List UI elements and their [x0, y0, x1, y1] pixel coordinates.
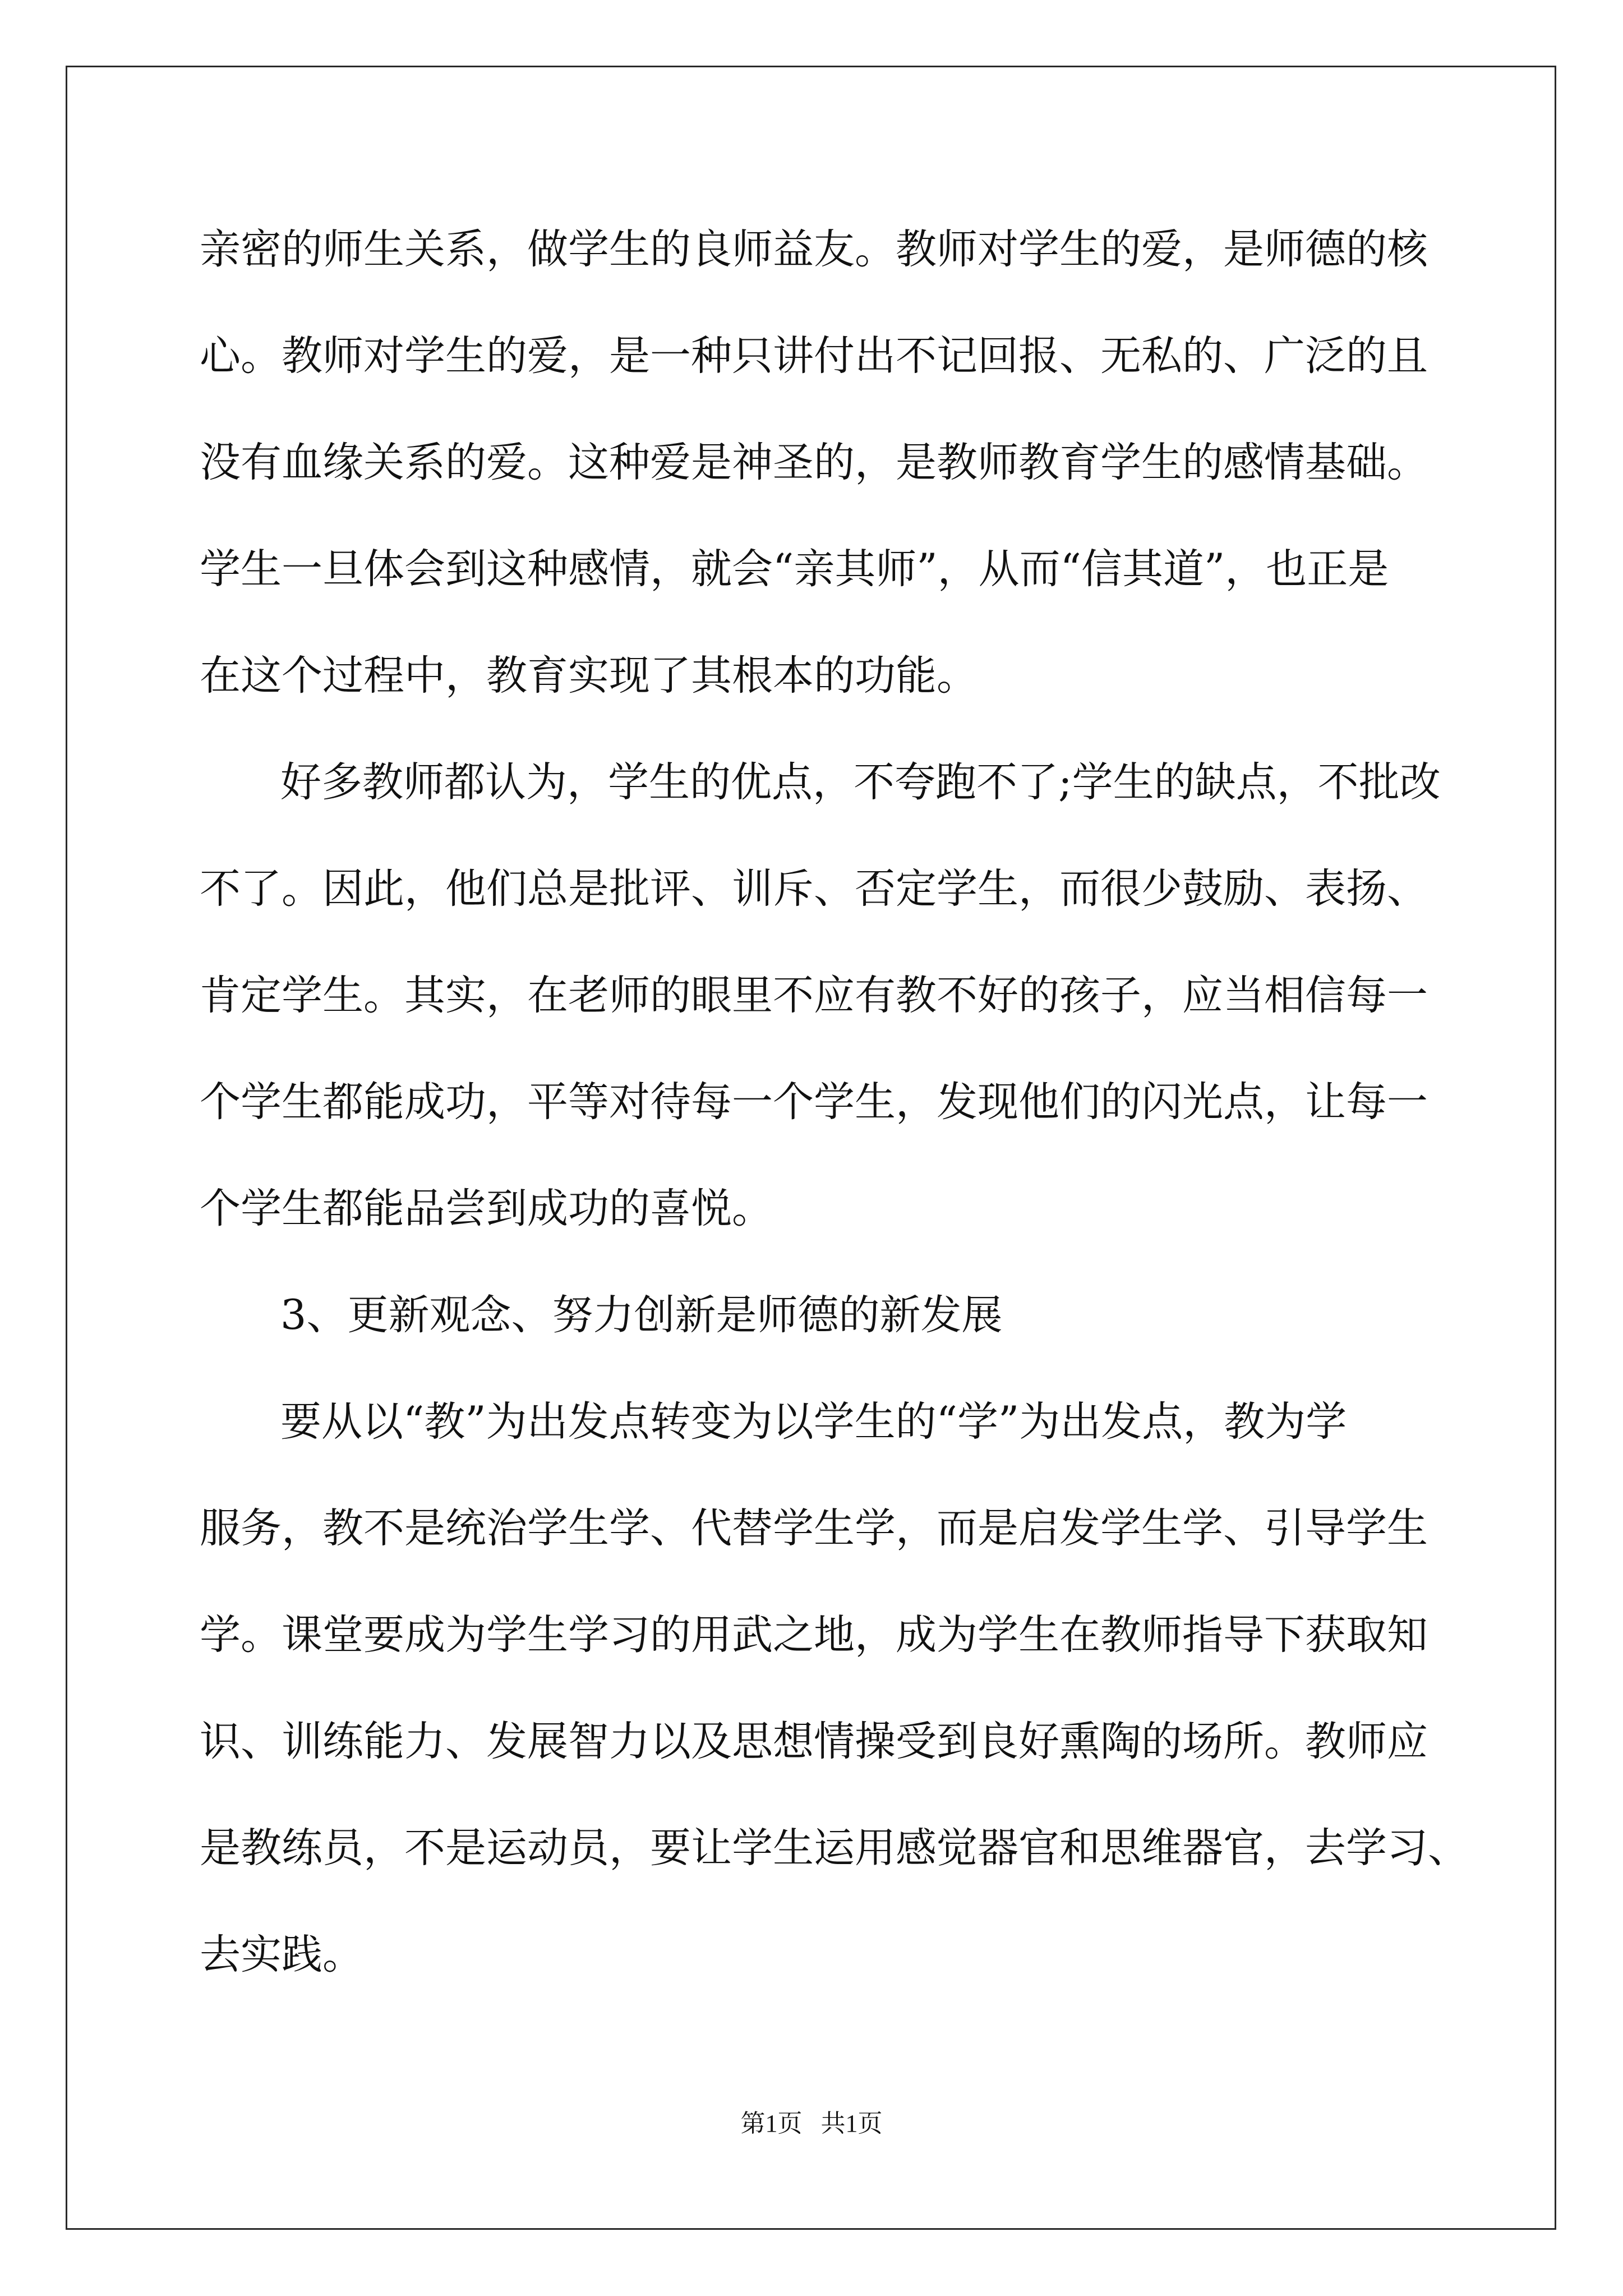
- body-line: 在这个过程中，教育实现了其根本的功能。: [200, 652, 978, 700]
- body-line: 个学生都能成功，平等对待每一个学生，发现他们的闪光点，让每一: [200, 1078, 1428, 1126]
- body-line: 去实践。: [200, 1931, 363, 1978]
- body-line: 个学生都能品尝到成功的喜悦。: [200, 1185, 773, 1232]
- body-line: 亲密的师生关系，做学生的良师益友。教师对学生的爱，是师德的核: [200, 226, 1428, 273]
- section-heading: 3、更新观念、努力创新是师德的新发展: [280, 1291, 1003, 1339]
- body-line: 不了。因此，他们总是批评、训斥、否定学生，而很少鼓励、表扬、: [200, 865, 1428, 913]
- body-line: 心。教师对学生的爱，是一种只讲付出不记回报、无私的、广泛的且: [200, 332, 1428, 380]
- body-line: 是教练员，不是运动员，要让学生运用感觉器官和思维器官，去学习、: [200, 1824, 1469, 1872]
- body-line: 没有血缘关系的爱。这种爱是神圣的，是教师教育学生的感情基础。: [200, 439, 1428, 486]
- page-border: [66, 66, 1556, 2230]
- paragraph-start-line: 好多教师都认为，学生的优点，不夸跑不了;学生的缺点，不批改: [280, 758, 1441, 806]
- body-line: 学生一旦体会到这种感情，就会“亲其师”，从而“信其道”，也正是: [200, 545, 1389, 593]
- body-line: 识、训练能力、发展智力以及思想情操受到良好熏陶的场所。教师应: [200, 1718, 1428, 1765]
- body-line: 学。课堂要成为学生学习的用武之地，成为学生在教师指导下获取知: [200, 1611, 1428, 1659]
- body-line: 服务，教不是统治学生学、代替学生学，而是启发学生学、引导学生: [200, 1504, 1428, 1552]
- page-number-footer: 第1页 共1页: [740, 2110, 883, 2137]
- paragraph-start-line: 要从以“教”为出发点转变为以学生的“学”为出发点，教为学: [280, 1398, 1347, 1446]
- body-line: 肯定学生。其实，在老师的眼里不应有教不好的孩子，应当相信每一: [200, 972, 1428, 1019]
